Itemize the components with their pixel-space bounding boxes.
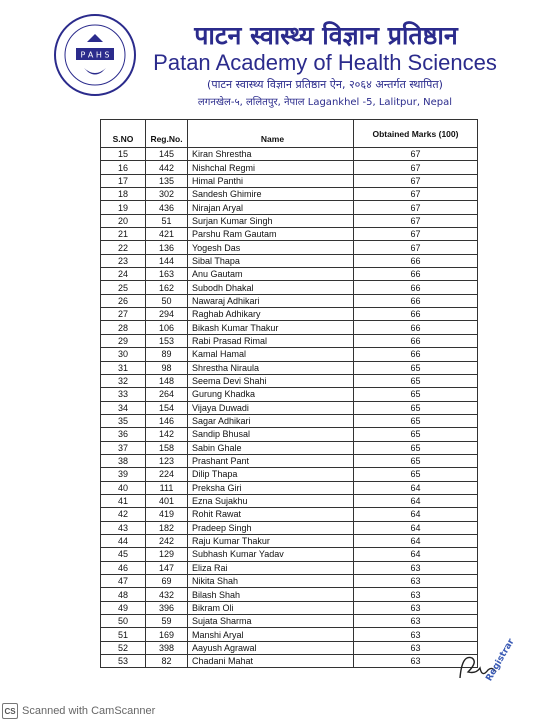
cell-marks: 66 xyxy=(354,308,478,321)
cell-sno: 22 xyxy=(101,241,146,254)
cell-reg-no: 82 xyxy=(146,655,188,668)
marks-table xyxy=(100,119,478,668)
cell-marks: 66 xyxy=(354,254,478,267)
camscanner-icon: CS xyxy=(2,703,18,719)
table-row xyxy=(101,428,478,441)
cell-reg-no: 89 xyxy=(146,348,188,361)
cell-marks: 65 xyxy=(354,454,478,467)
cell-name: Sabin Ghale xyxy=(188,441,354,454)
cell-sno: 37 xyxy=(101,441,146,454)
cell-name: Parshu Ram Gautam xyxy=(188,228,354,241)
cell-reg-no: 135 xyxy=(146,174,188,187)
cell-marks: 63 xyxy=(354,641,478,654)
cell-name: Nikita Shah xyxy=(188,575,354,588)
cell-sno: 17 xyxy=(101,174,146,187)
table-row xyxy=(101,641,478,654)
cell-sno: 45 xyxy=(101,548,146,561)
cell-marks: 67 xyxy=(354,188,478,201)
cell-sno: 39 xyxy=(101,468,146,481)
cell-name: Kiran Shrestha xyxy=(188,148,354,161)
cell-sno: 15 xyxy=(101,148,146,161)
table-row xyxy=(101,188,478,201)
table-row xyxy=(101,615,478,628)
cell-name: Seema Devi Shahi xyxy=(188,374,354,387)
cell-sno: 25 xyxy=(101,281,146,294)
cell-sno: 52 xyxy=(101,641,146,654)
table-row xyxy=(101,454,478,467)
cell-name: Aayush Agrawal xyxy=(188,641,354,654)
cell-marks: 64 xyxy=(354,494,478,507)
table-row xyxy=(101,334,478,347)
cell-sno: 20 xyxy=(101,214,146,227)
cell-name: Anu Gautam xyxy=(188,268,354,281)
table-row xyxy=(101,308,478,321)
table-row xyxy=(101,268,478,281)
cell-reg-no: 136 xyxy=(146,241,188,254)
cell-name: Bilash Shah xyxy=(188,588,354,601)
cell-reg-no: 69 xyxy=(146,575,188,588)
scanner-footer xyxy=(0,702,155,720)
cell-sno: 28 xyxy=(101,321,146,334)
cell-sno: 29 xyxy=(101,334,146,347)
cell-name: Shrestha Niraula xyxy=(188,361,354,374)
cell-marks: 65 xyxy=(354,428,478,441)
header-name: Name xyxy=(188,120,354,148)
cell-name: Bikram Oli xyxy=(188,601,354,614)
cell-marks: 65 xyxy=(354,441,478,454)
cell-marks: 65 xyxy=(354,401,478,414)
cell-name: Ezna Sujakhu xyxy=(188,494,354,507)
header-obtained-marks: Obtained Marks (100) xyxy=(354,120,478,148)
cell-marks: 67 xyxy=(354,174,478,187)
cell-sno: 26 xyxy=(101,294,146,307)
table-row xyxy=(101,494,478,507)
cell-reg-no: 147 xyxy=(146,561,188,574)
table-row xyxy=(101,161,478,174)
cell-name: Vijaya Duwadi xyxy=(188,401,354,414)
table-row xyxy=(101,601,478,614)
cell-reg-no: 419 xyxy=(146,508,188,521)
cell-marks: 67 xyxy=(354,148,478,161)
table-row xyxy=(101,508,478,521)
svg-text:Registrar: Registrar xyxy=(484,637,517,684)
table-row xyxy=(101,174,478,187)
cell-marks: 65 xyxy=(354,468,478,481)
cell-reg-no: 50 xyxy=(146,294,188,307)
cell-reg-no: 436 xyxy=(146,201,188,214)
cell-name: Raju Kumar Thakur xyxy=(188,534,354,547)
cell-reg-no: 51 xyxy=(146,214,188,227)
cell-sno: 35 xyxy=(101,414,146,427)
cell-name: Gurung Khadka xyxy=(188,388,354,401)
cell-marks: 66 xyxy=(354,281,478,294)
table-row xyxy=(101,534,478,547)
cell-marks: 67 xyxy=(354,241,478,254)
cell-marks: 63 xyxy=(354,615,478,628)
cell-name: Sandesh Ghimire xyxy=(188,188,354,201)
table-row xyxy=(101,575,478,588)
table-row xyxy=(101,655,478,668)
cell-name: Yogesh Das xyxy=(188,241,354,254)
academy-logo-icon xyxy=(52,12,138,98)
cell-reg-no: 145 xyxy=(146,148,188,161)
cell-name: Sandip Bhusal xyxy=(188,428,354,441)
table-row xyxy=(101,374,478,387)
cell-reg-no: 242 xyxy=(146,534,188,547)
cell-marks: 64 xyxy=(354,521,478,534)
cell-reg-no: 224 xyxy=(146,468,188,481)
cell-reg-no: 153 xyxy=(146,334,188,347)
table-row xyxy=(101,414,478,427)
cell-reg-no: 148 xyxy=(146,374,188,387)
cell-marks: 67 xyxy=(354,201,478,214)
cell-reg-no: 59 xyxy=(146,615,188,628)
cell-reg-no: 146 xyxy=(146,414,188,427)
cell-marks: 64 xyxy=(354,508,478,521)
cell-marks: 65 xyxy=(354,388,478,401)
cell-reg-no: 294 xyxy=(146,308,188,321)
cell-reg-no: 396 xyxy=(146,601,188,614)
cell-reg-no: 144 xyxy=(146,254,188,267)
institution-name-nepali: पाटन स्वास्थ्य विज्ञान प्रतिष्ठान xyxy=(194,21,458,50)
logo-text: P A H S xyxy=(80,50,110,60)
cell-reg-no: 106 xyxy=(146,321,188,334)
cell-sno: 18 xyxy=(101,188,146,201)
cell-sno: 46 xyxy=(101,561,146,574)
cell-name: Dilip Thapa xyxy=(188,468,354,481)
cell-reg-no: 442 xyxy=(146,161,188,174)
cell-name: Sujata Sharma xyxy=(188,615,354,628)
cell-marks: 65 xyxy=(354,374,478,387)
table-header-row xyxy=(101,120,478,148)
cell-sno: 30 xyxy=(101,348,146,361)
table-row xyxy=(101,148,478,161)
cell-sno: 27 xyxy=(101,308,146,321)
table-row xyxy=(101,588,478,601)
cell-reg-no: 432 xyxy=(146,588,188,601)
cell-name: Himal Panthi xyxy=(188,174,354,187)
cell-reg-no: 154 xyxy=(146,401,188,414)
cell-sno: 21 xyxy=(101,228,146,241)
table-row xyxy=(101,294,478,307)
cell-reg-no: 182 xyxy=(146,521,188,534)
cell-sno: 40 xyxy=(101,481,146,494)
table-row xyxy=(101,401,478,414)
cell-reg-no: 142 xyxy=(146,428,188,441)
table-row xyxy=(101,228,478,241)
cell-sno: 19 xyxy=(101,201,146,214)
cell-name: Subodh Dhakal xyxy=(188,281,354,294)
cell-marks: 63 xyxy=(354,575,478,588)
establishment-note: (पाटन स्वास्थ्य विज्ञान प्रतिष्ठान ऐन, २०६४ अन्तर्गत स्थापित) xyxy=(207,78,443,91)
registrar-signature-icon xyxy=(452,637,517,690)
cell-reg-no: 169 xyxy=(146,628,188,641)
table-row xyxy=(101,441,478,454)
cell-name: Subhash Kumar Yadav xyxy=(188,548,354,561)
cell-marks: 67 xyxy=(354,161,478,174)
cell-reg-no: 162 xyxy=(146,281,188,294)
table-row xyxy=(101,628,478,641)
cell-name: Sibal Thapa xyxy=(188,254,354,267)
table-row xyxy=(101,201,478,214)
cell-name: Rabi Prasad Rimal xyxy=(188,334,354,347)
cell-marks: 66 xyxy=(354,294,478,307)
cell-sno: 47 xyxy=(101,575,146,588)
table-row xyxy=(101,281,478,294)
cell-marks: 66 xyxy=(354,321,478,334)
cell-sno: 41 xyxy=(101,494,146,507)
institution-name-english: Patan Academy of Health Sciences xyxy=(153,50,497,75)
header-sno: S.NO xyxy=(101,120,146,148)
cell-sno: 23 xyxy=(101,254,146,267)
table-row xyxy=(101,521,478,534)
cell-sno: 38 xyxy=(101,454,146,467)
cell-reg-no: 129 xyxy=(146,548,188,561)
cell-sno: 50 xyxy=(101,615,146,628)
cell-sno: 34 xyxy=(101,401,146,414)
cell-sno: 43 xyxy=(101,521,146,534)
table-row xyxy=(101,348,478,361)
table-row xyxy=(101,254,478,267)
cell-name: Raghab Adhikary xyxy=(188,308,354,321)
cell-marks: 64 xyxy=(354,548,478,561)
table-row xyxy=(101,561,478,574)
cell-name: Nishchal Regmi xyxy=(188,161,354,174)
cell-marks: 65 xyxy=(354,414,478,427)
cell-marks: 63 xyxy=(354,628,478,641)
cell-marks: 63 xyxy=(354,561,478,574)
cell-marks: 63 xyxy=(354,588,478,601)
cell-marks: 66 xyxy=(354,268,478,281)
institution-address: लगनखेल-५, ललितपुर, नेपाल Lagankhel -5, Lalitpur, Nepal xyxy=(197,97,453,108)
table-row xyxy=(101,214,478,227)
table-row xyxy=(101,481,478,494)
cell-name: Preksha Giri xyxy=(188,481,354,494)
cell-reg-no: 123 xyxy=(146,454,188,467)
cell-name: Kamal Hamal xyxy=(188,348,354,361)
cell-name: Surjan Kumar Singh xyxy=(188,214,354,227)
cell-reg-no: 401 xyxy=(146,494,188,507)
cell-reg-no: 264 xyxy=(146,388,188,401)
cell-name: Sagar Adhikari xyxy=(188,414,354,427)
table-row xyxy=(101,241,478,254)
cell-reg-no: 98 xyxy=(146,361,188,374)
cell-sno: 48 xyxy=(101,588,146,601)
table-row xyxy=(101,361,478,374)
cell-name: Eliza Rai xyxy=(188,561,354,574)
table-row xyxy=(101,468,478,481)
cell-name: Rohit Rawat xyxy=(188,508,354,521)
cell-name: Prashant Pant xyxy=(188,454,354,467)
cell-name: Bikash Kumar Thakur xyxy=(188,321,354,334)
cell-marks: 66 xyxy=(354,348,478,361)
cell-marks: 66 xyxy=(354,334,478,347)
cell-name: Chadani Mahat xyxy=(188,655,354,668)
cell-sno: 24 xyxy=(101,268,146,281)
table-row xyxy=(101,388,478,401)
scanner-watermark-text: Scanned with CamScanner xyxy=(22,705,156,717)
cell-sno: 44 xyxy=(101,534,146,547)
cell-sno: 31 xyxy=(101,361,146,374)
cell-name: Pradeep Singh xyxy=(188,521,354,534)
letterhead xyxy=(0,0,533,110)
cell-reg-no: 111 xyxy=(146,481,188,494)
cell-marks: 63 xyxy=(354,655,478,668)
cell-sno: 51 xyxy=(101,628,146,641)
table-row xyxy=(101,548,478,561)
cell-sno: 49 xyxy=(101,601,146,614)
cell-marks: 65 xyxy=(354,361,478,374)
cell-name: Manshi Aryal xyxy=(188,628,354,641)
cell-marks: 64 xyxy=(354,534,478,547)
cell-sno: 36 xyxy=(101,428,146,441)
cell-sno: 42 xyxy=(101,508,146,521)
cell-marks: 64 xyxy=(354,481,478,494)
cell-sno: 32 xyxy=(101,374,146,387)
cell-sno: 16 xyxy=(101,161,146,174)
cell-sno: 33 xyxy=(101,388,146,401)
cell-sno: 53 xyxy=(101,655,146,668)
cell-reg-no: 421 xyxy=(146,228,188,241)
cell-reg-no: 398 xyxy=(146,641,188,654)
cell-marks: 67 xyxy=(354,228,478,241)
cell-marks: 63 xyxy=(354,601,478,614)
cell-name: Nawaraj Adhikari xyxy=(188,294,354,307)
cell-marks: 67 xyxy=(354,214,478,227)
cell-reg-no: 302 xyxy=(146,188,188,201)
header-reg-no: Reg.No. xyxy=(146,120,188,148)
cell-reg-no: 158 xyxy=(146,441,188,454)
table-row xyxy=(101,321,478,334)
cell-name: Nirajan Aryal xyxy=(188,201,354,214)
cell-reg-no: 163 xyxy=(146,268,188,281)
